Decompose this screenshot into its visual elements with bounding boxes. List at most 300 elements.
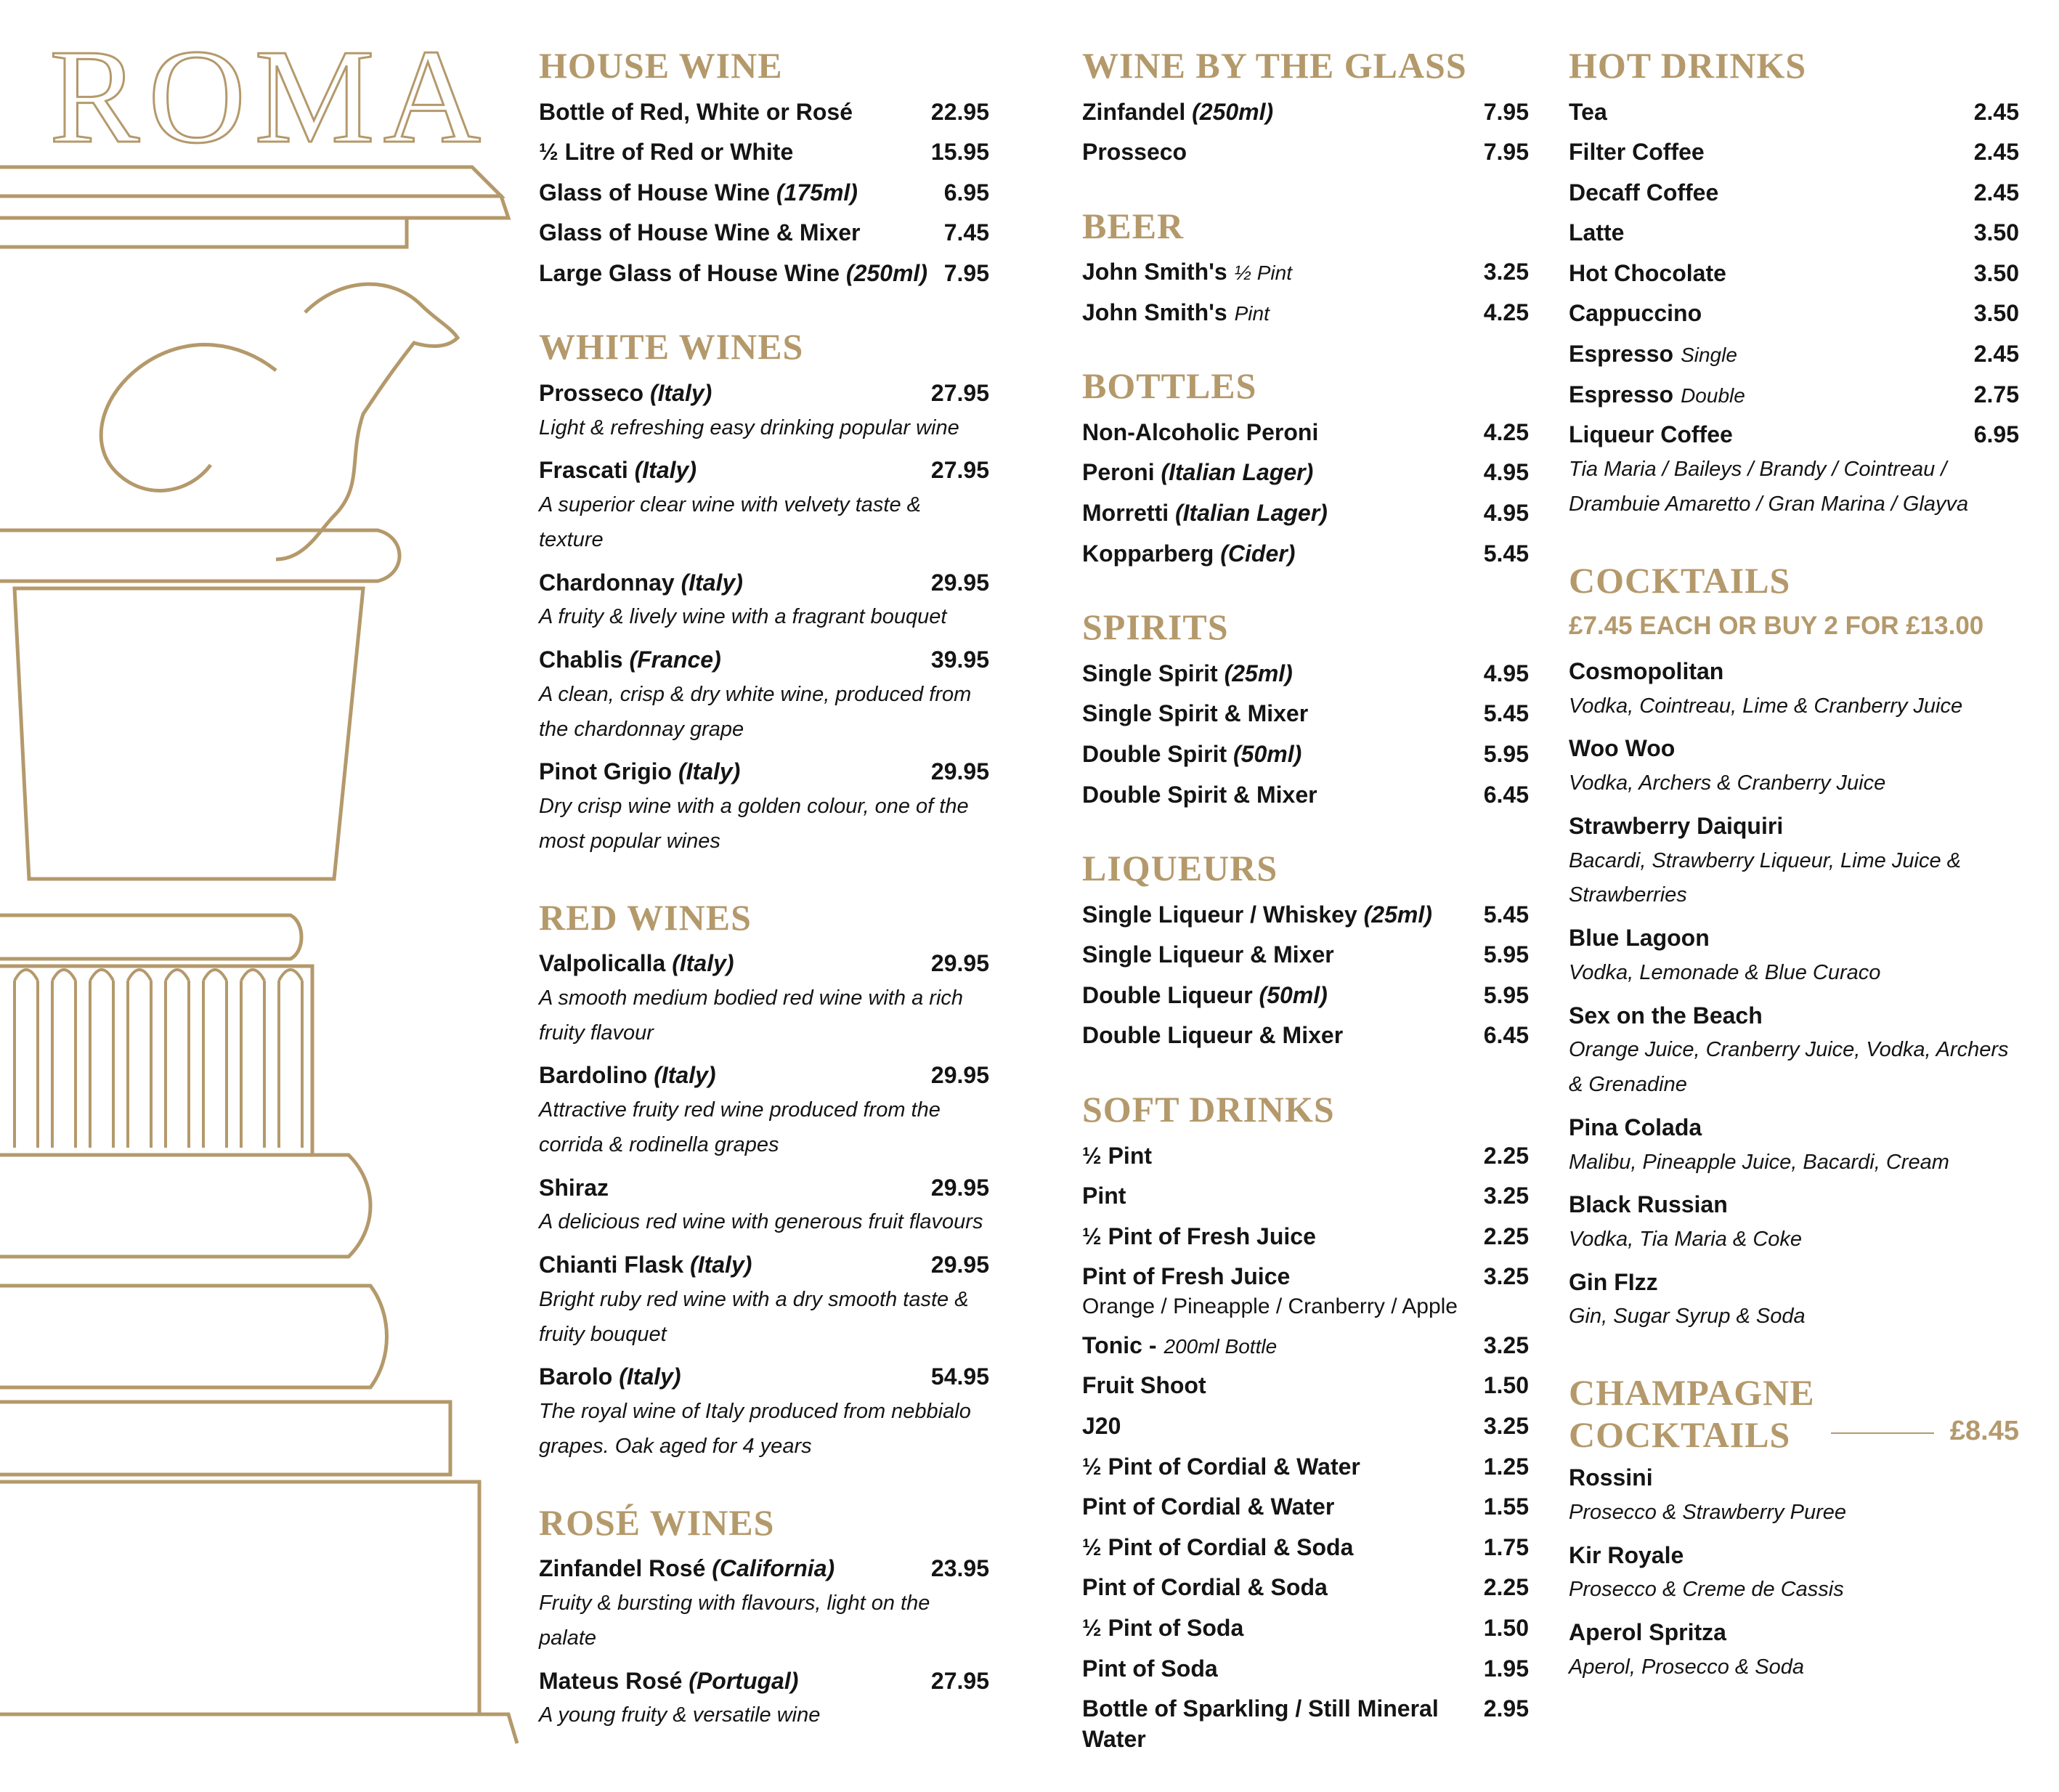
item-description: The royal wine of Italy produced from nebbialo grapes. Oak aged for 4 years — [539, 1400, 971, 1458]
menu-item — [539, 1666, 989, 1733]
menu-item — [1569, 923, 2019, 990]
item-description: Tia Maria / Baileys / Brandy / Cointreau / Drambuie Amaretto / Gran Marina / Glayva — [1569, 457, 1969, 516]
section-rose-wines — [539, 1502, 989, 1733]
corinthian-column-illustration — [0, 153, 523, 1745]
divider-line — [1831, 1432, 1934, 1434]
item-name — [539, 137, 793, 168]
item-row — [539, 645, 989, 676]
item-row — [1082, 1533, 1529, 1563]
item-note: (25ml) — [1224, 660, 1293, 686]
item-name — [1082, 1411, 1121, 1442]
item-price: 6.45 — [1483, 781, 1529, 808]
item-price: 1.55 — [1483, 1493, 1529, 1520]
item-row — [1569, 657, 2019, 687]
item-name-text: Black Russian — [1569, 1191, 1728, 1218]
menu-item — [1082, 1452, 1529, 1483]
item-row — [1082, 739, 1529, 770]
item-row — [1569, 1113, 2019, 1143]
item-price: 5.95 — [1483, 740, 1529, 767]
item-price: 1.50 — [1483, 1615, 1529, 1642]
section-wine-by-the-glass — [1082, 45, 1529, 168]
item-row — [539, 1061, 989, 1091]
item-name-text: Liqueur Coffee — [1569, 421, 1733, 448]
item-row — [1082, 1452, 1529, 1483]
item-name-text: J20 — [1082, 1413, 1121, 1440]
item-name — [1569, 97, 1607, 128]
item-name — [1082, 1533, 1353, 1563]
item-name — [539, 97, 853, 128]
menu-item — [1569, 1268, 2019, 1334]
item-name — [1082, 699, 1308, 729]
section-liqueurs — [1082, 848, 1529, 1051]
item-name-text: ½ Pint of Soda — [1082, 1615, 1244, 1642]
item-row — [1569, 1463, 2019, 1493]
section-title: ROSÉ WINES — [539, 1501, 775, 1543]
item-size: ½ Pint — [1234, 261, 1293, 285]
item-description: A smooth medium bodied red wine with a rich fruity flavour — [539, 986, 964, 1045]
item-name — [1082, 780, 1317, 811]
item-name-text: Espresso — [1569, 341, 1674, 368]
item-name — [539, 949, 734, 979]
item-name — [1082, 257, 1292, 288]
menu-item — [1082, 1492, 1529, 1523]
item-description: Vodka, Archers & Cranberry Juice — [1569, 771, 1886, 795]
item-price: 7.95 — [1483, 98, 1529, 125]
item-row — [1569, 137, 2019, 168]
champagne-header — [1569, 1372, 2019, 1463]
item-row — [1082, 257, 1529, 288]
item-row — [1082, 981, 1529, 1011]
item-row — [1082, 458, 1529, 488]
section-title: SPIRITS — [1082, 607, 1229, 648]
item-row — [1082, 1613, 1529, 1644]
item-description: Prosecco & Strawberry Puree — [1569, 1500, 1846, 1524]
section-title: WHITE WINES — [539, 326, 804, 368]
item-name — [1082, 1331, 1277, 1361]
item-name-text: ½ Pint of Cordial & Soda — [1082, 1533, 1354, 1560]
item-price: 3.25 — [1483, 1331, 1529, 1358]
menu-item — [1569, 657, 2019, 723]
item-name-text: Hot Chocolate — [1569, 259, 1726, 286]
item-note: (Italy) — [619, 1363, 681, 1390]
item-name-text: John Smith's — [1082, 259, 1227, 285]
item-price: 23.95 — [930, 1555, 989, 1582]
menu-item — [1082, 659, 1529, 689]
item-name-text: ½ Litre of Red or White — [539, 139, 794, 166]
menu-item — [539, 1173, 989, 1240]
item-name — [1082, 981, 1328, 1011]
item-name — [1569, 1618, 1726, 1648]
item-options: Orange / Pineapple / Cranberry / Apple — [1082, 1294, 1458, 1318]
item-name-text: Zinfandel — [1082, 98, 1186, 125]
item-name-text: Woo Woo — [1569, 735, 1676, 762]
menu-item — [1569, 420, 2019, 522]
item-name — [1082, 1262, 1290, 1292]
item-name — [1082, 1141, 1152, 1172]
section-title: RED WINES — [539, 896, 752, 938]
item-name — [1569, 178, 1718, 208]
section-hot-drinks — [1569, 45, 2019, 522]
menu-item — [1569, 1113, 2019, 1180]
item-name — [1082, 739, 1301, 770]
item-description: Light & refreshing easy drinking popular wine — [539, 415, 959, 439]
title-line-1: CHAMPAGNE — [1569, 1372, 1815, 1414]
menu-item — [539, 178, 989, 208]
menu-item — [539, 568, 989, 635]
item-description: Orange Juice, Cranberry Juice, Vodka, Archers & Grenadine — [1569, 1038, 2009, 1097]
menu-item — [1082, 1371, 1529, 1401]
item-note: (France) — [629, 646, 721, 673]
item-name — [1569, 420, 1733, 450]
item-price: 29.95 — [930, 758, 989, 785]
item-price: 27.95 — [930, 457, 989, 484]
brand-logo: ROMA — [49, 22, 490, 171]
item-price: 2.95 — [1483, 1695, 1529, 1722]
item-description: Bright ruby red wine with a dry smooth taste & fruity bouquet — [539, 1287, 969, 1346]
item-row — [1569, 1190, 2019, 1220]
item-note: (Italy) — [634, 457, 697, 484]
item-name — [1569, 1113, 1702, 1143]
item-name-text: Non-Alcoholic Peroni — [1082, 418, 1319, 445]
column-flute — [279, 970, 302, 1148]
menu-item — [1082, 1222, 1529, 1252]
item-price: 7.45 — [943, 219, 989, 246]
menu-item — [1082, 1694, 1529, 1754]
section-title: LIQUEURS — [1082, 848, 1278, 889]
item-row — [1569, 380, 2019, 410]
item-note: (California) — [712, 1555, 835, 1582]
item-name-text: Fruit Shoot — [1082, 1372, 1206, 1399]
menu-item — [539, 1362, 989, 1464]
item-name — [1569, 137, 1705, 168]
item-row — [1569, 1268, 2019, 1298]
item-price: 4.25 — [1483, 418, 1529, 445]
menu-item — [1569, 1001, 2019, 1103]
item-name-text: Pint of Fresh Juice — [1082, 1263, 1291, 1290]
item-row — [1082, 1573, 1529, 1603]
item-row — [539, 568, 989, 599]
item-name-text: Chianti Flask — [539, 1252, 684, 1278]
menu-item — [1569, 1463, 2019, 1530]
item-price: 5.45 — [1483, 901, 1529, 928]
item-name-text: Pina Colada — [1569, 1114, 1702, 1140]
item-name-text: ½ Pint of Cordial & Water — [1082, 1453, 1360, 1480]
menu-item — [1082, 1654, 1529, 1684]
item-name — [1082, 1181, 1126, 1212]
item-row — [539, 949, 989, 979]
item-name-text: Pinot Grigio — [539, 758, 673, 785]
menu-item — [1082, 458, 1529, 488]
item-name-text: Cappuccino — [1569, 300, 1702, 327]
item-row — [1082, 418, 1529, 448]
item-name — [1082, 97, 1273, 128]
menu-item — [1082, 1181, 1529, 1212]
item-row — [1082, 900, 1529, 931]
item-description: Vodka, Lemonade & Blue Curaco — [1569, 960, 1881, 984]
column-right — [1569, 45, 2019, 1723]
item-name — [1569, 380, 1745, 410]
section-title: HOUSE WINE — [539, 45, 783, 86]
item-price: 2.45 — [1973, 341, 2019, 368]
menu-item — [539, 645, 989, 747]
item-note: (Italian Lager) — [1175, 500, 1328, 527]
menu-item — [1569, 299, 2019, 329]
item-row — [1569, 339, 2019, 370]
item-name — [1082, 940, 1334, 970]
item-name — [539, 1666, 798, 1697]
item-name — [539, 1250, 752, 1281]
menu-item — [539, 949, 989, 1050]
item-description: A young fruity & versatile wine — [539, 1703, 821, 1727]
menu-item — [1082, 1411, 1529, 1442]
item-row — [1082, 1181, 1529, 1212]
item-name — [1082, 1021, 1343, 1051]
item-name — [1569, 1190, 1728, 1220]
menu-item — [539, 1250, 989, 1352]
item-size: Double — [1681, 384, 1745, 407]
item-price: 2.45 — [1973, 139, 2019, 166]
item-name — [1082, 1371, 1206, 1401]
item-name — [1082, 1573, 1328, 1603]
item-row — [1082, 1222, 1529, 1252]
menu-item — [539, 97, 989, 128]
item-price: 15.95 — [930, 139, 989, 166]
item-name-text: ½ Pint of Fresh Juice — [1082, 1223, 1316, 1249]
item-name — [539, 1362, 681, 1392]
column-flute — [15, 970, 38, 1148]
item-row — [539, 1173, 989, 1204]
item-name-text: Tea — [1569, 98, 1607, 125]
column-flute — [90, 970, 113, 1148]
item-price: 29.95 — [930, 1174, 989, 1201]
item-description: A superior clear wine with velvety taste & texture — [539, 493, 921, 551]
champagne-price: £8.45 — [1949, 1416, 2019, 1447]
item-description: Fruity & bursting with flavours, light on the palate — [539, 1591, 930, 1650]
item-name — [539, 757, 740, 787]
item-price: 2.45 — [1973, 98, 2019, 125]
item-row — [1569, 1001, 2019, 1031]
item-price: 7.95 — [1483, 139, 1529, 166]
item-name-text: Glass of House Wine & Mixer — [539, 219, 861, 246]
menu-item — [1082, 1021, 1529, 1051]
item-name-text: Tonic - — [1082, 1331, 1157, 1358]
item-row — [1082, 137, 1529, 168]
item-description: Gin, Sugar Syrup & Soda — [1569, 1305, 1806, 1329]
menu-item — [1082, 498, 1529, 529]
item-description: Dry crisp wine with a golden colour, one of the most popular wines — [539, 795, 969, 853]
item-row — [1082, 539, 1529, 569]
item-row — [1569, 259, 2019, 289]
item-name — [1082, 137, 1187, 168]
item-name-text: Kir Royale — [1569, 1541, 1684, 1568]
item-note: (Italy) — [649, 379, 712, 406]
section-title: WINE BY THE GLASS — [1082, 45, 1467, 86]
column-flute — [52, 970, 76, 1148]
item-name-text: Double Spirit & Mixer — [1082, 781, 1317, 808]
column-flute — [128, 970, 151, 1148]
item-price: 2.25 — [1483, 1574, 1529, 1601]
section-title: BEER — [1082, 205, 1185, 246]
section-cocktails — [1569, 560, 2019, 1335]
column-middle — [1082, 45, 1529, 1792]
item-name-text: Double Liqueur & Mixer — [1082, 1022, 1344, 1049]
section-champagne-cocktails — [1569, 1372, 2019, 1684]
item-name-text: Pint of Soda — [1082, 1655, 1218, 1682]
item-description: Bacardi, Strawberry Liqueur, Lime Juice & Strawberries — [1569, 848, 1961, 907]
item-name-text: Cosmopolitan — [1569, 658, 1724, 685]
item-price: 1.50 — [1483, 1372, 1529, 1399]
item-name-text: Pint of Cordial & Soda — [1082, 1574, 1328, 1601]
item-row — [1569, 1618, 2019, 1648]
item-name-text: Bardolino — [539, 1062, 648, 1089]
column-left — [539, 45, 989, 1771]
item-row — [1082, 1411, 1529, 1442]
item-name — [1569, 1463, 1653, 1493]
item-note: (50ml) — [1233, 740, 1302, 767]
item-description: Aperol, Prosecco & Soda — [1569, 1655, 1805, 1679]
item-price: 3.50 — [1973, 219, 2019, 246]
item-name — [1082, 298, 1270, 328]
item-name — [1569, 218, 1624, 248]
item-note: (Italian Lager) — [1161, 459, 1314, 486]
item-price: 29.95 — [930, 1252, 989, 1278]
item-name — [1569, 339, 1737, 370]
menu-item — [1082, 1613, 1529, 1644]
menu-item — [1082, 1533, 1529, 1563]
item-row — [1569, 420, 2019, 450]
item-price: 5.45 — [1483, 540, 1529, 567]
menu-item — [1082, 780, 1529, 811]
item-name — [1569, 299, 1702, 329]
item-name-text: Shiraz — [539, 1174, 609, 1201]
item-row — [1569, 1541, 2019, 1571]
item-name-text: Chablis — [539, 646, 623, 673]
item-row — [1082, 1021, 1529, 1051]
section-white-wines — [539, 326, 989, 859]
menu-item — [1082, 1141, 1529, 1172]
item-name — [1082, 418, 1318, 448]
item-name — [1569, 259, 1726, 289]
item-row — [1569, 923, 2019, 954]
item-name-text: Single Liqueur / Whiskey — [1082, 901, 1357, 928]
item-price: 3.25 — [1483, 1413, 1529, 1440]
item-note: (Italy) — [672, 950, 734, 977]
item-row — [539, 1362, 989, 1392]
item-name — [1082, 1694, 1469, 1754]
menu-item — [1082, 298, 1529, 328]
item-name-text: Valpolicalla — [539, 950, 666, 977]
item-name-text: Strawberry Daiquiri — [1569, 812, 1784, 839]
menu-item — [1082, 900, 1529, 931]
item-name-text: Single Spirit — [1082, 660, 1218, 686]
item-price: 4.25 — [1483, 299, 1529, 325]
item-name-text: Double Liqueur — [1082, 981, 1253, 1008]
item-name — [539, 378, 712, 409]
item-name — [1082, 900, 1432, 931]
item-description: A delicious red wine with generous fruit flavours — [539, 1210, 983, 1234]
menu-item — [1569, 811, 2019, 913]
item-name — [1082, 1613, 1243, 1644]
item-name-text: Frascati — [539, 457, 628, 484]
item-note: (250ml) — [845, 259, 927, 286]
menu-item — [1082, 940, 1529, 970]
section-spirits — [1082, 607, 1529, 810]
item-price: 6.95 — [943, 179, 989, 206]
item-name-text: Sex on the Beach — [1569, 1002, 1763, 1029]
title-line-2: COCKTAILS — [1569, 1414, 1791, 1455]
section-title: COCKTAILS — [1569, 559, 1791, 601]
item-name-text: Morretti — [1082, 500, 1169, 527]
item-row — [1569, 811, 2019, 842]
item-description: Vodka, Cointreau, Lime & Cranberry Juice — [1569, 694, 1963, 718]
item-price: 27.95 — [930, 379, 989, 406]
item-price: 3.50 — [1973, 300, 2019, 327]
menu-item — [1569, 259, 2019, 289]
menu-item — [1569, 97, 2019, 128]
item-name-text: Blue Lagoon — [1569, 925, 1710, 952]
item-price: 2.75 — [1973, 381, 2019, 408]
item-name — [1082, 1654, 1218, 1684]
item-price: 29.95 — [930, 950, 989, 977]
menu-item — [1569, 380, 2019, 410]
section-bottles — [1082, 365, 1529, 569]
item-description: Prosecco & Creme de Cassis — [1569, 1578, 1844, 1602]
item-description: Malibu, Pineapple Juice, Bacardi, Cream — [1569, 1150, 1949, 1174]
item-note: (Portugal) — [689, 1667, 799, 1694]
item-name — [539, 645, 721, 676]
item-size: Pint — [1234, 301, 1270, 325]
item-name-text: Mateus Rosé — [539, 1667, 683, 1694]
item-note: (250ml) — [1192, 98, 1274, 125]
menu-item — [1082, 1331, 1529, 1361]
item-row — [1082, 298, 1529, 328]
menu-item — [1082, 137, 1529, 168]
item-row — [539, 218, 989, 248]
menu-item — [539, 455, 989, 557]
item-name — [1082, 1492, 1334, 1523]
menu-item — [1082, 699, 1529, 729]
item-row — [1082, 1694, 1529, 1754]
item-row — [1569, 97, 2019, 128]
item-row — [1082, 1371, 1529, 1401]
item-size: 200ml Bottle — [1163, 1334, 1278, 1358]
item-price: 29.95 — [930, 1062, 989, 1089]
item-row — [1082, 1331, 1529, 1361]
column-flute — [166, 970, 189, 1148]
menu-item — [1569, 734, 2019, 800]
menu-item — [1569, 218, 2019, 248]
item-name — [1082, 1222, 1316, 1252]
cocktails-offer: £7.45 EACH OR BUY 2 FOR £13.00 — [1569, 612, 1984, 641]
item-price: 54.95 — [930, 1363, 989, 1390]
item-row — [539, 137, 989, 168]
item-name-text: Bottle of Sparkling / Still Mineral Water — [1082, 1695, 1439, 1752]
menu-item — [539, 218, 989, 248]
item-name — [1569, 734, 1675, 764]
section-red-wines — [539, 897, 989, 1464]
section-beer — [1082, 206, 1529, 328]
item-name — [1569, 1541, 1684, 1571]
item-name-text: Glass of House Wine — [539, 179, 770, 206]
menu-item — [1569, 1190, 2019, 1257]
item-row — [539, 1666, 989, 1697]
item-row — [1082, 699, 1529, 729]
item-row — [1082, 780, 1529, 811]
item-note: (Italy) — [678, 758, 741, 785]
item-row — [1082, 1262, 1529, 1292]
item-name — [1569, 1268, 1658, 1298]
menu-item — [1569, 1541, 2019, 1607]
